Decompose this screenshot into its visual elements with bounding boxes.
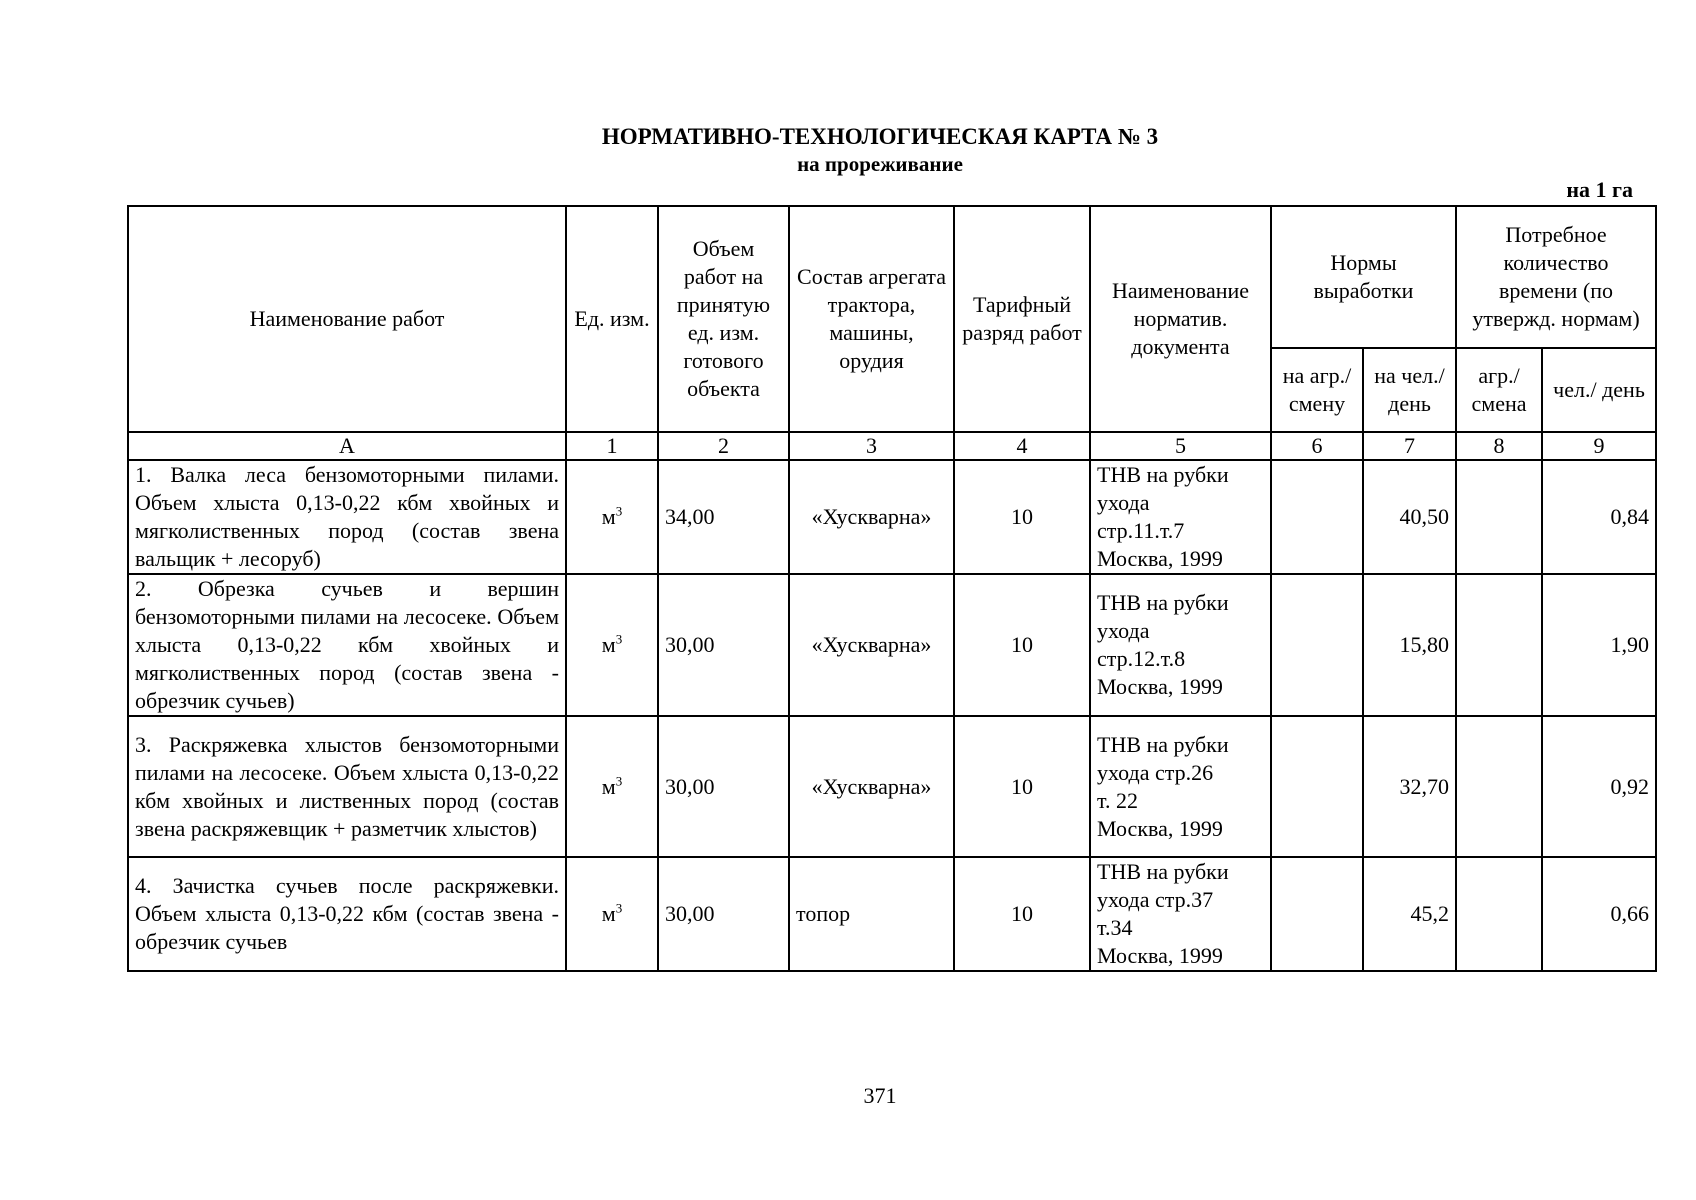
table-row <box>128 460 1656 574</box>
header-composition: Состав агрегата трактора, машины, орудия <box>789 206 954 432</box>
cell-document <box>1090 716 1271 857</box>
cell-document <box>1090 460 1271 574</box>
document-line: ухода стр.26 <box>1097 759 1214 785</box>
column-number: 7 <box>1363 432 1456 460</box>
cell-time-agr <box>1456 460 1542 574</box>
cell-norm-agr <box>1271 716 1363 857</box>
unit-superscript: 3 <box>615 503 623 519</box>
cell-document <box>1090 857 1271 971</box>
header-norms: Нормы выработки <box>1271 206 1456 348</box>
cell-volume: 30,00 <box>658 857 789 971</box>
cell-time-person: 1,90 <box>1542 574 1656 716</box>
cell-norm-person: 32,70 <box>1363 716 1456 857</box>
cell-norm-agr <box>1271 574 1363 716</box>
page-title: НОРМАТИВНО-ТЕХНОЛОГИЧЕСКАЯ КАРТА № 3 <box>601 124 1159 149</box>
header-time-person: чел./ день <box>1542 348 1656 432</box>
column-number: 6 <box>1271 432 1363 460</box>
document-line: ТНВ на рубки <box>1097 731 1229 757</box>
document-line: стр.12.т.8 <box>1097 646 1186 671</box>
unit-superscript: 3 <box>615 773 623 789</box>
cell-time-agr <box>1456 574 1542 716</box>
page-number: 371 <box>863 1083 897 1108</box>
column-number: 9 <box>1542 432 1656 460</box>
cell-work-name: 3. Раскряжевка хлыстов бензомоторными пилами на лесосеке. Объем хлыста 0,13-0,22 кбм хвойных и лиственных пород (состав звена раскряжевщик + разметчик хлыстов) <box>128 716 566 857</box>
document-line: т.34 <box>1097 915 1133 940</box>
cell-grade: 10 <box>954 574 1090 716</box>
cell-grade: 10 <box>954 857 1090 971</box>
cell-norm-person: 40,50 <box>1363 460 1456 574</box>
document-line: ТНВ на рубки <box>1097 462 1229 487</box>
cell-unit <box>566 460 658 574</box>
document-line: ухода стр.37 <box>1097 887 1214 912</box>
column-number: 8 <box>1456 432 1542 460</box>
page-subtitle: на прореживание <box>797 152 963 176</box>
document-line: ухода <box>1097 618 1150 643</box>
cell-time-agr <box>1456 716 1542 857</box>
unit-superscript: 3 <box>615 631 623 647</box>
cell-norm-agr <box>1271 857 1363 971</box>
column-number-row <box>128 432 1656 460</box>
column-number: А <box>128 432 566 460</box>
header-row-1 <box>128 206 1656 348</box>
cell-norm-person: 15,80 <box>1363 574 1456 716</box>
column-number: 5 <box>1090 432 1271 460</box>
unit-base: м <box>601 901 616 926</box>
cell-composition: топор <box>789 857 954 971</box>
header-time: Потребное количество времени (по утвержд. нормам) <box>1456 206 1656 348</box>
cell-time-person: 0,84 <box>1542 460 1656 574</box>
cell-grade: 10 <box>954 460 1090 574</box>
cell-norm-person: 45,2 <box>1363 857 1456 971</box>
header-document: Наименование норматив. документа <box>1090 206 1271 432</box>
column-number: 4 <box>954 432 1090 460</box>
cell-composition: «Хускварна» <box>789 460 954 574</box>
cell-unit <box>566 574 658 716</box>
table-row <box>128 574 1656 716</box>
cell-unit <box>566 716 658 857</box>
cell-composition: «Хускварна» <box>789 574 954 716</box>
document-line: Москва, 1999 <box>1097 674 1223 699</box>
unit-base: м <box>601 773 616 799</box>
cell-grade: 10 <box>954 716 1090 857</box>
document-line: стр.11.т.7 <box>1097 518 1185 543</box>
table-row <box>128 716 1656 857</box>
column-number: 1 <box>566 432 658 460</box>
header-volume: Объем работ на принятую ед. изм. готового объекта <box>658 206 789 432</box>
cell-document <box>1090 574 1271 716</box>
cell-composition: «Хускварна» <box>789 716 954 857</box>
unit-base: м <box>601 632 616 657</box>
column-number: 3 <box>789 432 954 460</box>
document-line: ТНВ на рубки <box>1097 859 1229 884</box>
cell-volume: 30,00 <box>658 574 789 716</box>
document-line: Москва, 1999 <box>1097 546 1223 571</box>
cell-volume: 30,00 <box>658 716 789 857</box>
cell-unit <box>566 857 658 971</box>
header-name: Наименование работ <box>128 206 566 432</box>
header-norms-agr: на агр./ смену <box>1271 348 1363 432</box>
table-row <box>128 857 1656 971</box>
unit-superscript: 3 <box>615 900 623 916</box>
cell-work-name: 2. Обрезка сучьев и вершин бензомоторными пилами на лесосеке. Объем хлыста 0,13-0,22 кбм хвойных и мягколиственных пород (состав звена - обрезчик сучьев) <box>128 574 566 716</box>
document-line: ухода <box>1097 490 1150 515</box>
header-norms-person: на чел./ день <box>1363 348 1456 432</box>
document-line: т. 22 <box>1097 787 1138 813</box>
header-unit: Ед. изм. <box>566 206 658 432</box>
header-grade: Тарифный разряд работ <box>954 206 1090 432</box>
header-time-agr: агр./ смена <box>1456 348 1542 432</box>
cell-norm-agr <box>1271 460 1363 574</box>
cell-time-person: 0,92 <box>1542 716 1656 857</box>
document-line: Москва, 1999 <box>1097 943 1223 968</box>
document-line: Москва, 1999 <box>1097 815 1223 841</box>
document-line: ТНВ на рубки <box>1097 590 1229 615</box>
cell-volume: 34,00 <box>658 460 789 574</box>
cell-time-agr <box>1456 857 1542 971</box>
norms-table <box>127 205 1657 972</box>
unit-base: м <box>601 504 616 529</box>
unit-note: на 1 га <box>1566 177 1633 202</box>
cell-work-name: 1. Валка леса бензомоторными пилами. Объем хлыста 0,13-0,22 кбм хвойных и мягколиственных пород (состав звена вальщик + лесоруб) <box>128 460 566 574</box>
column-number: 2 <box>658 432 789 460</box>
cell-time-person: 0,66 <box>1542 857 1656 971</box>
cell-work-name: 4. Зачистка сучьев после раскряжевки. Объем хлыста 0,13-0,22 кбм (состав звена - обрезчик сучьев <box>128 857 566 971</box>
